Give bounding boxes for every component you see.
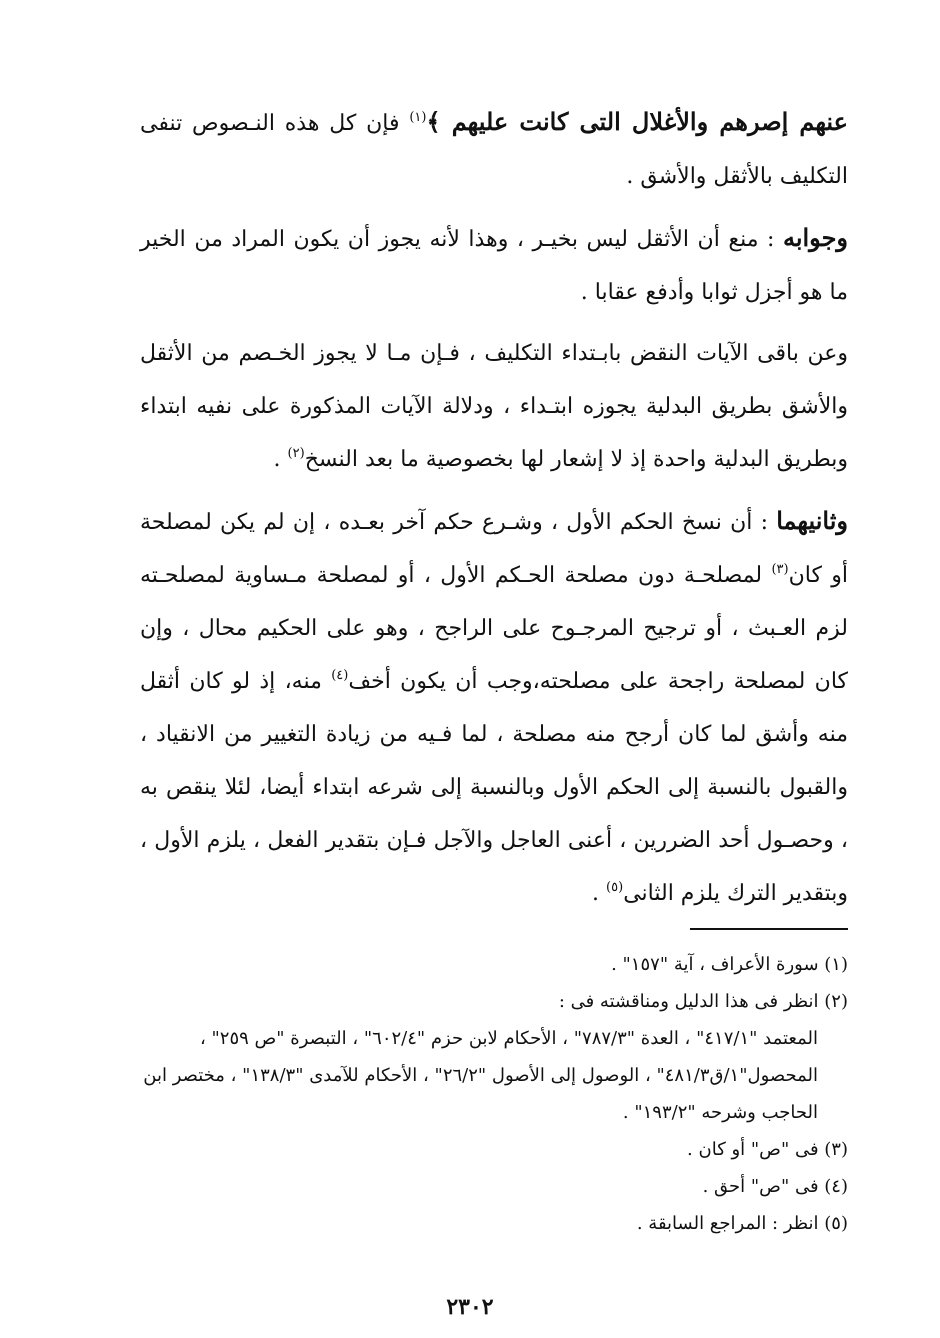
- paragraph-2-text: : منع أن الأثقل ليس بخيـر ، وهذا لأنه يجوز أن يكون المراد من الخير ما هو أجزل ثوابا وأدفع عقابا .: [140, 227, 848, 305]
- paragraph-2: [140, 211, 848, 319]
- paragraph-4-end: .: [592, 881, 607, 906]
- footnote-5: (٥) انظر : المراجع السابقة .: [636, 1213, 848, 1234]
- footnote-2-sources: المعتمد "٤١٧/١" ، العدة "٧٨٧/٣" ، الأحكام لابن حزم "٦٠٢/٤" ، التبصرة "ص ٢٥٩" ، المحصول"١/ق٤٨١/٣" ، الوصول إلى الأصول "٢٦/٢" ، الأحكام للآمدى "١٣٨/٣" ، مختصر ابن الحاجب وشرحه "١٩٣/٢" .: [143, 1028, 818, 1123]
- answer-heading: وجوابه: [782, 223, 848, 252]
- footnote-ref-5[interactable]: (٥): [606, 880, 624, 895]
- footnote-2: (٢) انظر فى هذا الدليل ومناقشته فى :: [558, 991, 848, 1012]
- footnote-ref-2[interactable]: (٢): [287, 446, 305, 461]
- footnote-1: (١) سورة الأعراف ، آية "١٥٧" .: [611, 954, 848, 975]
- paragraph-1: [140, 95, 848, 203]
- footnote-ref-4[interactable]: (٤): [331, 668, 349, 683]
- paragraph-4-text-1: : أن نسخ الحكم الأول ، وشـرع حكم آخر بعـده ، إن لم يكن لمصلحة أو كان: [140, 510, 849, 588]
- footnote-4: (٤) فى "ص" أحق .: [702, 1176, 848, 1197]
- paragraph-3-end: .: [273, 447, 288, 472]
- footnotes: [140, 946, 848, 1242]
- quran-quote: عنهم إصرهم والأغلال التى كانت عليهم ﴾: [426, 107, 848, 136]
- footnote-ref-1[interactable]: (١): [409, 110, 427, 125]
- main-text: [140, 95, 848, 920]
- paragraph-4-text-2: لمصلحـة دون مصلحة الحـكم الأول ، أو لمصلحة مـساوية لمصلحـته لزم العـبث ، أو ترجيح المرجـوح على الراجح ، وهو على الحكيم محال ، وإن كان لمصلحة راجحة على مصلحته،وجب أن يكون أخف: [140, 563, 848, 694]
- footnote-ref-3[interactable]: (٣): [771, 562, 789, 577]
- paragraph-3: [140, 327, 848, 486]
- paragraph-1-text: فإن كل هذه النـصوص تنفى التكليف بالأثقل والأشق .: [140, 111, 848, 189]
- footnote-3: (٣) فى "ص" أو كان .: [687, 1139, 848, 1160]
- page-number: ٢٣٠٢: [446, 1294, 494, 1320]
- paragraph-3-text: وعن باقى الآيات النقض بابـتداء التكليف ، فـإن مـا لا يجوز الخـصم من الأثقل والأشق بطريق البدلية يجوزه ابتـداء ، ودلالة الآيات المذكورة على نفيه ابتداء وبطريق البدلية واحدة إذ لا إشعار لها بخصوصية ما بعد النسخ: [140, 341, 848, 472]
- footnote-divider: [690, 928, 848, 930]
- paragraph-4: [140, 494, 848, 920]
- second-heading: وثانيهما: [776, 506, 848, 535]
- paragraph-4-text-3: منه، إذ لو كان أثقل منه وأشق لما كان أرجح منه مصلحة ، لما فـيه من زيادة التغيير من الانقياد ، والقبول بالنسبة إلى الحكم الأول وبالنسبة إلى شرعه ابتداء أيضا، لئلا ينقص به ، وحصـول أحد الضررين ، أعنى العاجل والآجل فـإن بتقدير الفعل ، يلزم الأول ، وبتقدير الترك يلزم الثانى: [140, 669, 848, 906]
